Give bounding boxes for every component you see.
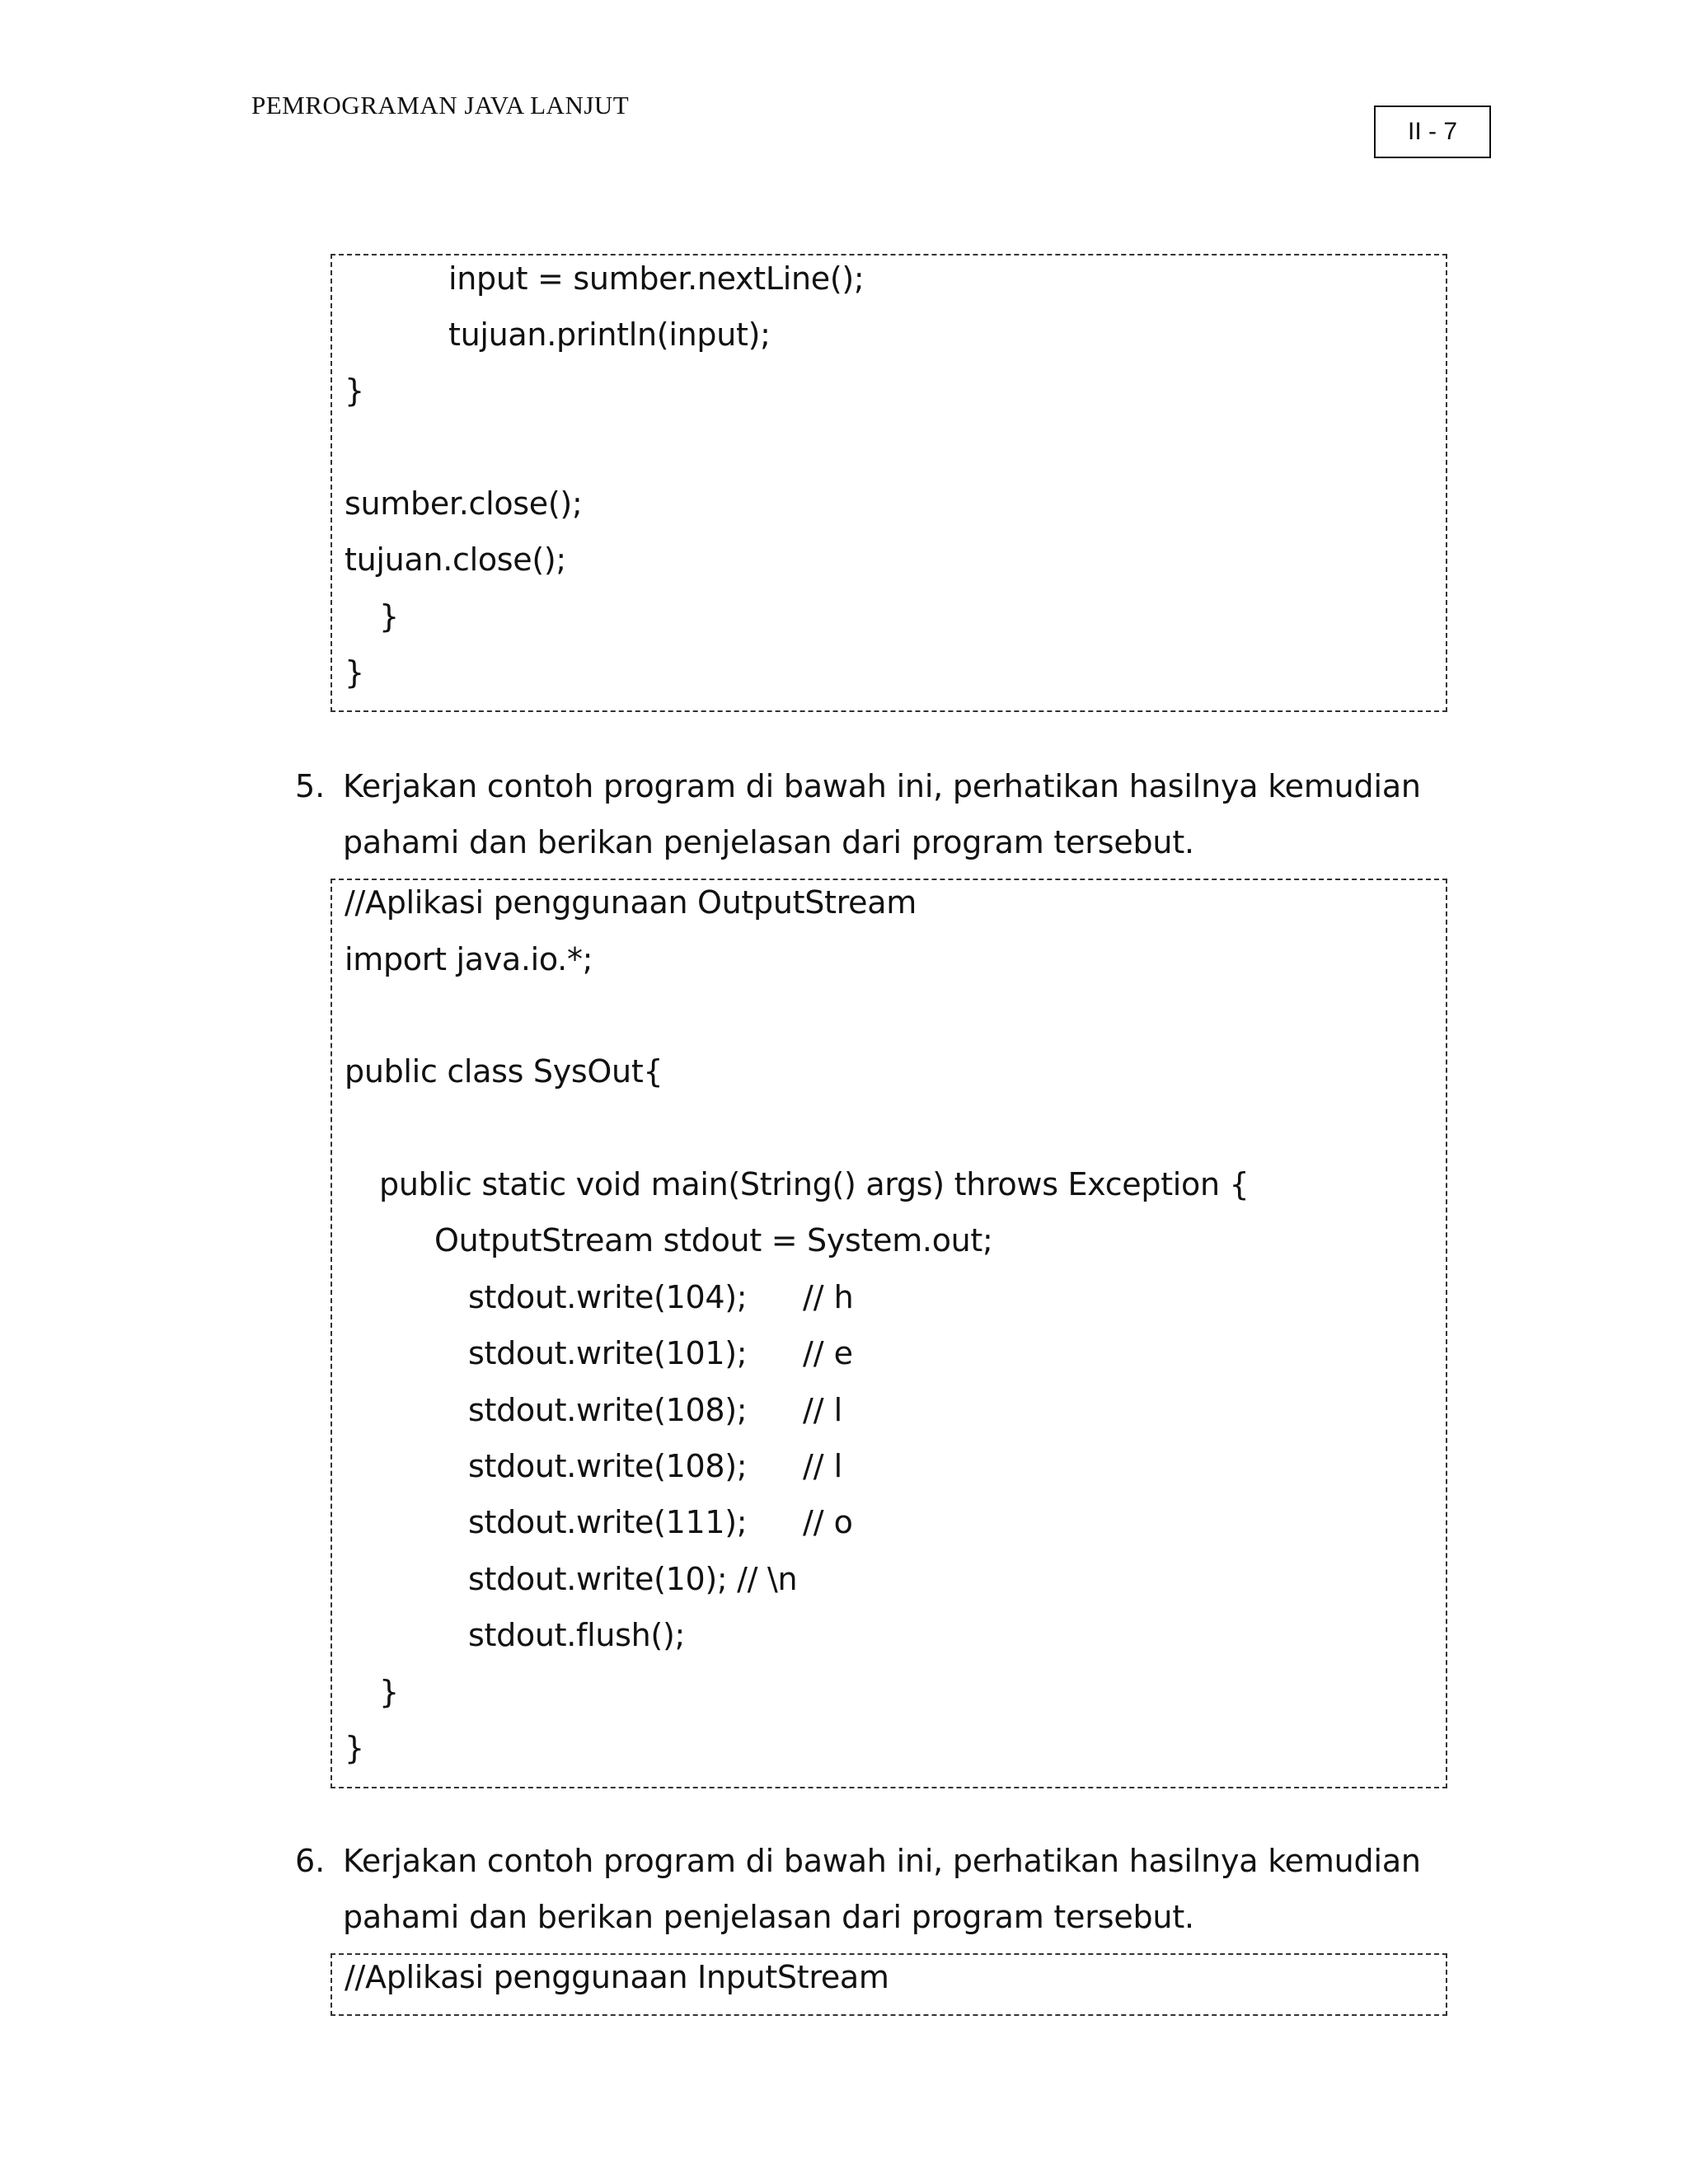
code-line: stdout.write(108);: [468, 1392, 748, 1428]
code-line: public class SysOut{: [345, 1053, 663, 1090]
list-item-number: 5.: [295, 768, 326, 804]
list-item-instruction: Kerjakan contoh program di bawah ini, perhatikan hasilnya kemudian: [343, 768, 1421, 804]
code-comment: // l: [803, 1392, 843, 1428]
list-item-instruction: pahami dan berikan penjelasan dari program tersebut.: [343, 1899, 1194, 1935]
code-comment-line: //Aplikasi penggunaan InputStream: [345, 1959, 889, 1995]
page-number-box: [1374, 105, 1491, 158]
code-line: OutputStream stdout = System.out;: [434, 1222, 993, 1258]
code-line: stdout.write(111);: [468, 1504, 748, 1540]
list-item-instruction: Kerjakan contoh program di bawah ini, perhatikan hasilnya kemudian: [343, 1843, 1421, 1879]
code-line: stdout.write(101);: [468, 1335, 748, 1371]
code-line: }: [379, 598, 399, 635]
code-line: }: [345, 373, 364, 409]
code-line: stdout.write(10); // \n: [468, 1561, 798, 1597]
code-line: tujuan.println(input);: [448, 316, 771, 353]
code-comment: // l: [803, 1448, 843, 1484]
code-line: }: [345, 654, 364, 691]
code-line: }: [345, 1730, 364, 1766]
code-line: stdout.write(108);: [468, 1448, 748, 1484]
code-line: stdout.flush();: [468, 1617, 685, 1653]
list-item-number: 6.: [295, 1843, 326, 1879]
code-comment: // o: [803, 1504, 853, 1540]
running-header-title: PEMROGRAMAN JAVA LANJUT: [251, 91, 630, 120]
code-comment: // h: [803, 1279, 854, 1315]
code-line: }: [379, 1674, 399, 1710]
code-comment-line: //Aplikasi penggunaan OutputStream: [345, 884, 917, 921]
code-line: stdout.write(104);: [468, 1279, 748, 1315]
code-comment: // e: [803, 1335, 854, 1371]
page-number: II - 7: [1407, 118, 1457, 145]
list-item-instruction: pahami dan berikan penjelasan dari program tersebut.: [343, 824, 1194, 860]
code-line: input = sumber.nextLine();: [448, 260, 865, 297]
code-line: public static void main(String() args) throws Exception {: [379, 1166, 1250, 1202]
code-line: tujuan.close();: [345, 541, 566, 578]
code-line: import java.io.*;: [345, 941, 593, 977]
code-line: sumber.close();: [345, 485, 583, 522]
